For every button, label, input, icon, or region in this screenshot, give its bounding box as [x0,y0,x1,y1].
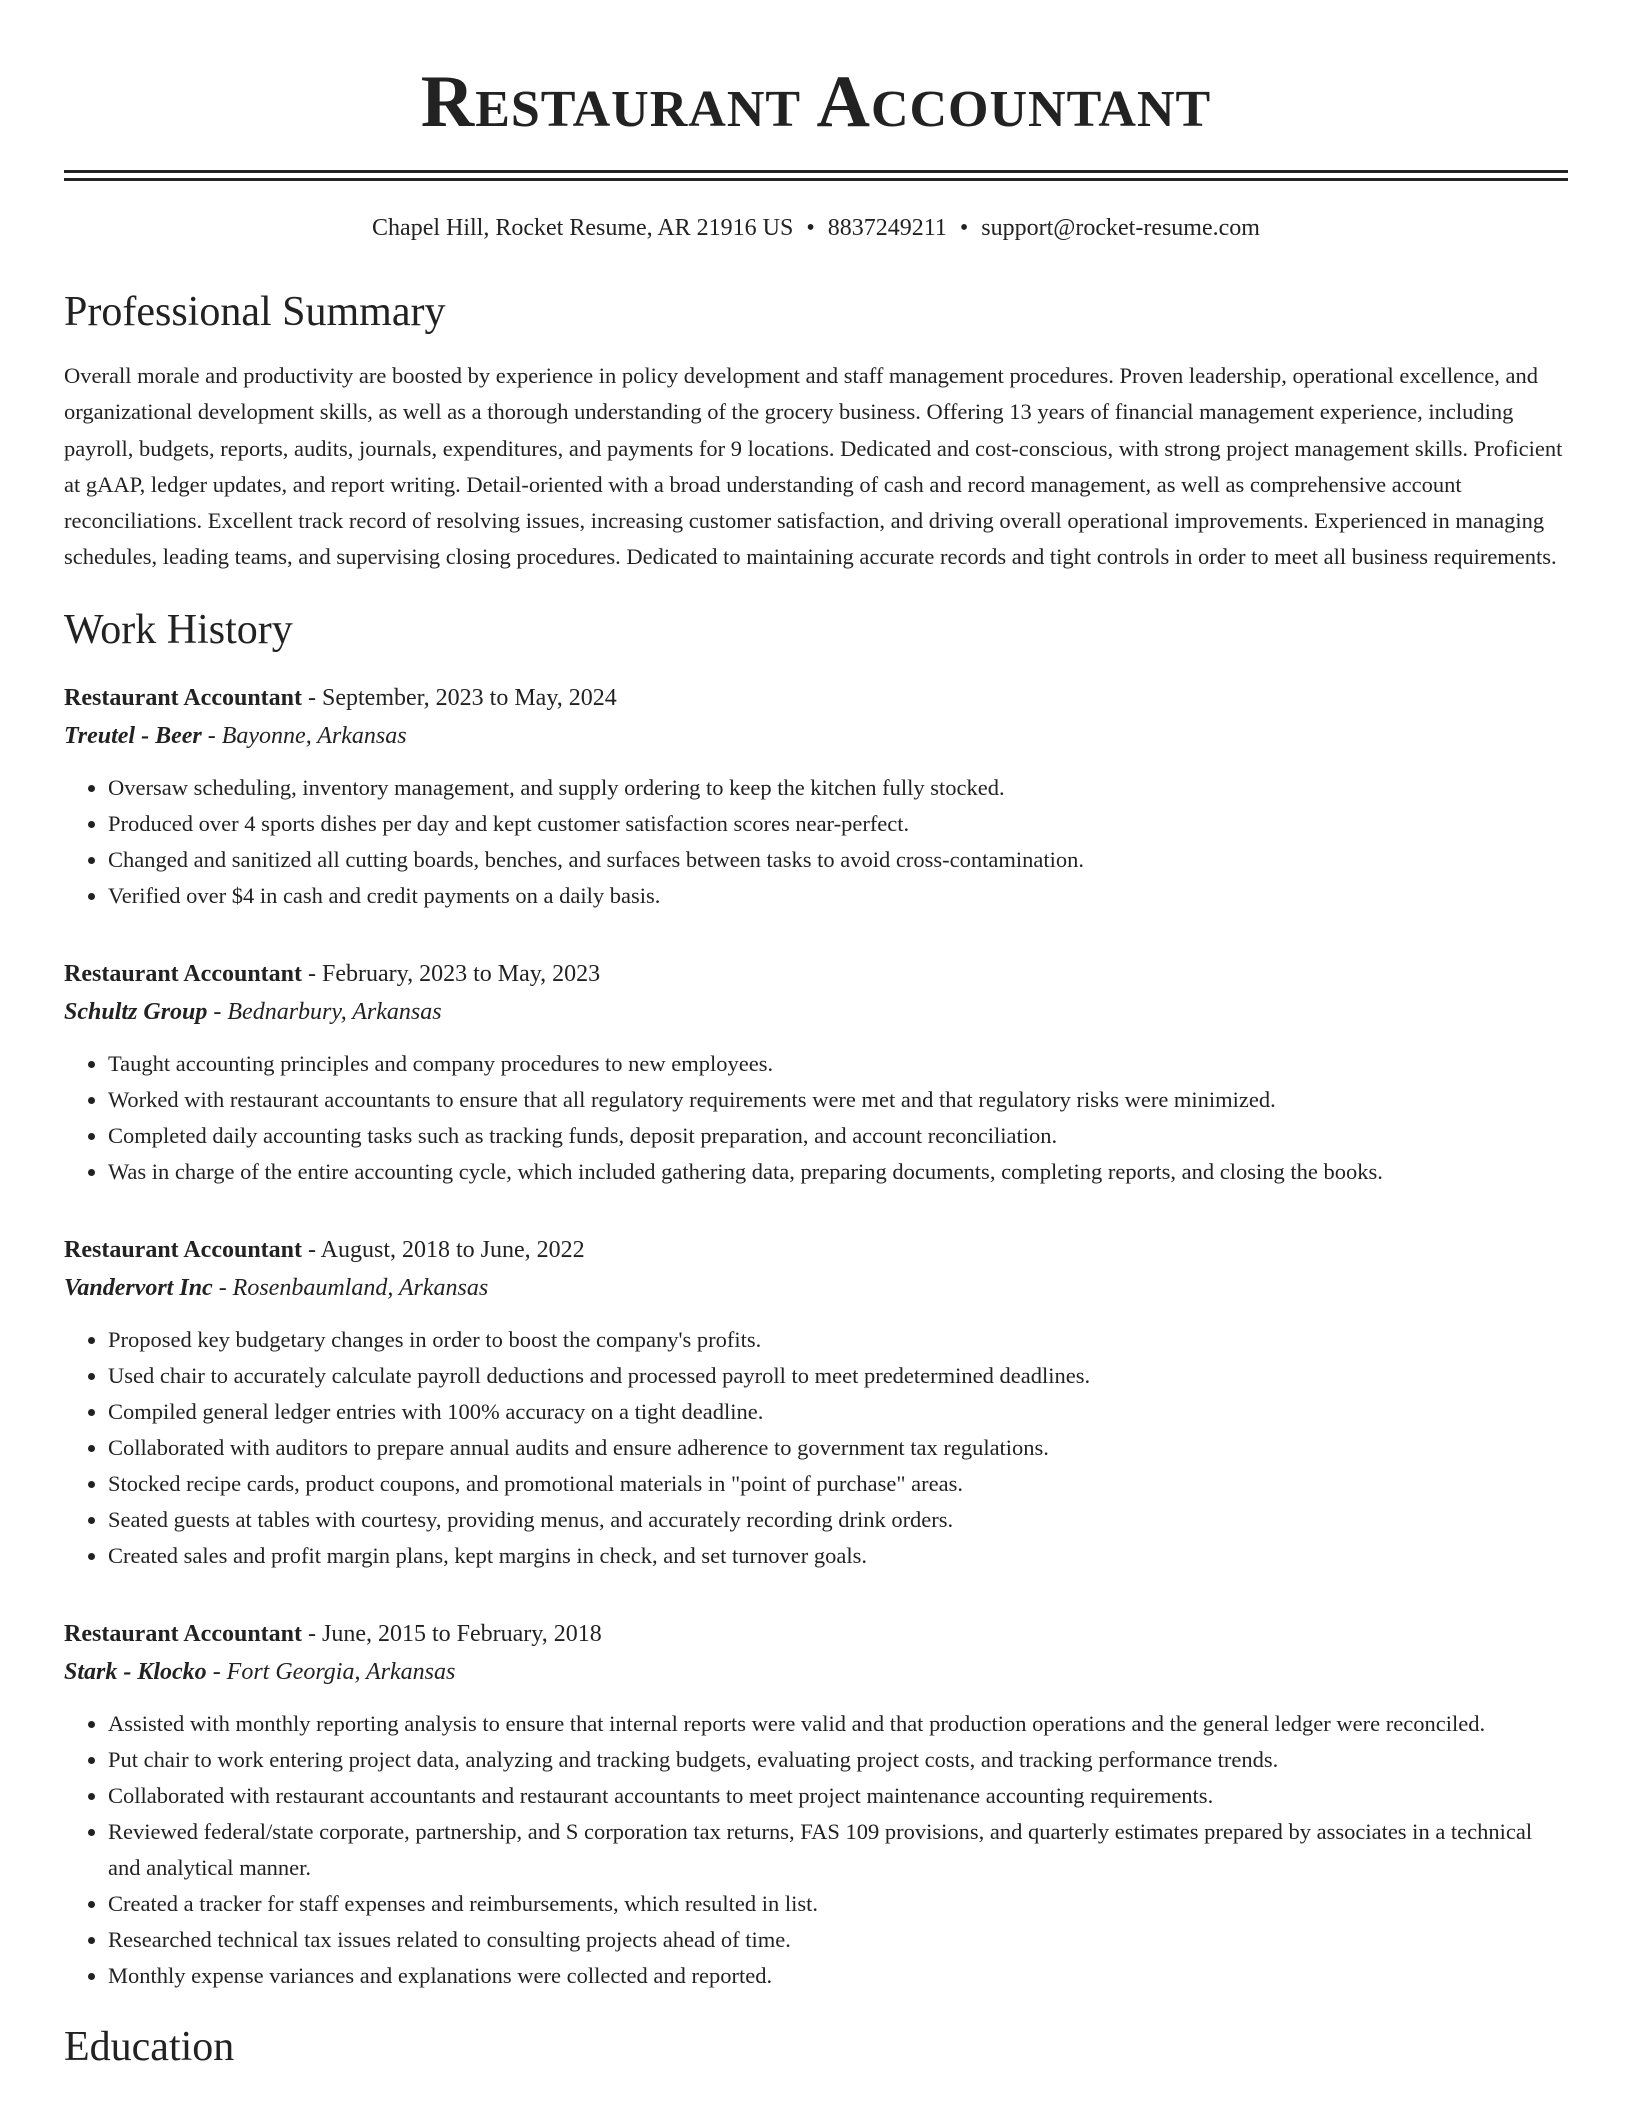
job-bullet: • Proposed key budgetary changes in order to boost the company's profits. [108,1322,1568,1358]
job-bullet: • Collaborated with restaurant accountants and restaurant accountants to meet project maintenance accounting requirements. [108,1778,1568,1814]
job-company: Treutel - Beer [64,722,202,749]
job-bullet: • Monthly expense variances and explanations were collected and reported. [108,1958,1568,1994]
job-role: Restaurant Accountant [64,684,302,711]
contact-separator: • [806,215,815,241]
job-location: - Bayonne, Arkansas [201,722,407,749]
job-company-line [64,1269,1568,1307]
job-bullet: • Used chair to accurately calculate payroll deductions and processed payroll to meet predetermined deadlines. [108,1358,1568,1394]
job-company-line [64,993,1568,1031]
section-title-work-history: Work History [64,606,293,653]
job-bullet: • Verified over $4 in cash and credit payments on a daily basis. [108,878,1568,914]
job-role: Restaurant Accountant [64,1620,302,1647]
job-dates: - September, 2023 to May, 2024 [302,684,617,711]
section-title-summary: Professional Summary [64,289,446,335]
resume-name: Restaurant Accountant [420,61,1212,143]
job-dates: - February, 2023 to May, 2023 [302,960,601,987]
contact-separator: • [959,215,969,241]
job-dates: - August, 2018 to June, 2022 [302,1236,585,1263]
job-company: Stark - Klocko [64,1658,207,1685]
job-company: Vandervort Inc [64,1274,213,1301]
job-location: - Fort Georgia, Arkansas [206,1658,456,1685]
job-bullet: • Assisted with monthly reporting analysis to ensure that internal reports were valid and that production operations and the general ledger were reconciled. [108,1706,1568,1742]
section-title-education: Education [64,2023,235,2070]
job-title-line [64,1615,1568,1653]
job-bullet: • Produced over 4 sports dishes per day and kept customer satisfaction scores near-perfect. [108,806,1568,842]
job-bullet: • Taught accounting principles and company procedures to new employees. [108,1046,1568,1082]
job-title-line [64,955,1568,993]
job-entry [64,679,1568,914]
job-location: - Bednarbury, Arkansas [207,998,442,1025]
job-dates: - June, 2015 to February, 2018 [302,1620,602,1647]
job-title-line [64,1231,1568,1269]
job-bullet: • Collaborated with auditors to prepare annual audits and ensure adherence to government tax regulations. [108,1430,1568,1466]
job-bullet: • Created a tracker for staff expenses and reimbursements, which resulted in list. [108,1886,1568,1922]
job-bullet: • Reviewed federal/state corporate, partnership, and S corporation tax returns, FAS 109 provisions, and quarterly estimates prepared by associates in a technical and analytical manner. [108,1814,1568,1886]
job-bullet-list [64,1046,1568,1190]
header-divider-bottom [64,178,1568,181]
job-bullet-list [64,770,1568,914]
contact-phone: 8837249211 [827,215,947,241]
job-bullet: • Seated guests at tables with courtesy, providing menus, and accurately recording drink orders. [108,1502,1568,1538]
job-entry [64,1231,1568,1574]
job-bullet-list [64,1706,1568,1994]
job-location: - Rosenbaumland, Arkansas [212,1274,489,1301]
job-company-line [64,717,1568,755]
job-bullet: • Compiled general ledger entries with 100% accuracy on a tight deadline. [108,1394,1568,1430]
job-company: Schultz Group [64,998,208,1025]
contact-line [64,213,1568,243]
contact-email: support@rocket-resume.com [981,215,1260,241]
summary-paragraph: Overall morale and productivity are boosted by experience in policy development and staff management procedures. Proven leadership, operational excellence, and organizational development skills, as well as a thorough understanding of the grocery business. Offering 13 years of financial management experience, including payroll, budgets, reports, audits, journals, expenditures, and payments for 9 locations. Dedicated and cost-conscious, with strong project management skills. Proficient at gAAP, ledger updates, and report writing. Detail-oriented with a broad understanding of cash and record management, as well as comprehensive account reconciliations. Excellent track record of resolving issues, increasing customer satisfaction, and driving overall operational improvements. Experienced in managing schedules, leading teams, and supervising closing procedures. Dedicated to maintaining accurate records and tight controls in order to meet all business requirements. [64,363,1563,570]
job-bullet-list [64,1322,1568,1574]
job-bullet: • Created sales and profit margin plans, kept margins in check, and set turnover goals. [108,1538,1568,1574]
header-divider-top [64,170,1568,173]
job-bullet: • Put chair to work entering project data, analyzing and tracking budgets, evaluating project costs, and tracking performance trends. [108,1742,1568,1778]
job-bullet: • Worked with restaurant accountants to ensure that all regulatory requirements were met and that regulatory risks were minimized. [108,1082,1568,1118]
job-role: Restaurant Accountant [64,1236,302,1263]
job-bullet: • Oversaw scheduling, inventory management, and supply ordering to keep the kitchen fully stocked. [108,770,1568,806]
job-bullet: • Changed and sanitized all cutting boards, benches, and surfaces between tasks to avoid cross-contamination. [108,842,1568,878]
job-bullet: • Researched technical tax issues related to consulting projects ahead of time. [108,1922,1568,1958]
job-entry [64,955,1568,1190]
job-title-line [64,679,1568,717]
job-bullet: • Stocked recipe cards, product coupons, and promotional materials in "point of purchase" areas. [108,1466,1568,1502]
job-bullet: • Completed daily accounting tasks such as tracking funds, deposit preparation, and account reconciliation. [108,1118,1568,1154]
job-entry [64,1615,1568,1994]
contact-address: Chapel Hill, Rocket Resume, AR 21916 US [372,215,794,241]
job-company-line [64,1653,1568,1691]
resume-page [64,0,1568,2072]
job-bullet: • Was in charge of the entire accounting cycle, which included gathering data, preparing documents, completing reports, and closing the books. [108,1154,1568,1190]
job-role: Restaurant Accountant [64,960,302,987]
